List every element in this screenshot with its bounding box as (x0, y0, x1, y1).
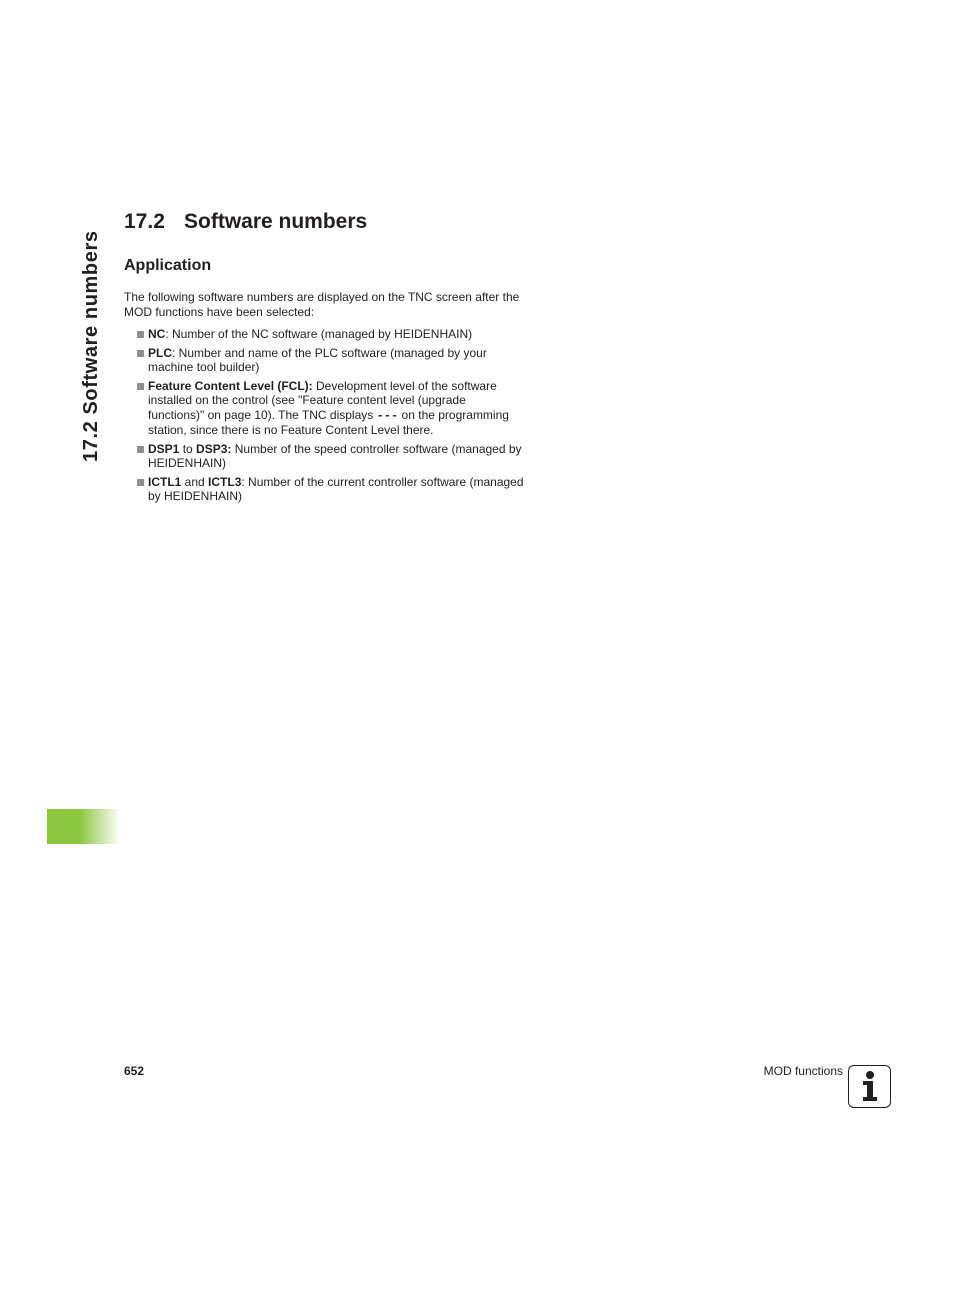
item-term: DSP1 (148, 441, 180, 456)
page-content (124, 207, 524, 508)
item-text-after: on the programming station, since there is no Feature Content Level there. (148, 407, 509, 437)
list-item (124, 327, 524, 342)
square-bullet-icon (137, 479, 144, 486)
chapter-tab-marker (47, 809, 120, 844)
square-bullet-icon (137, 331, 144, 338)
item-text: Number of the speed controller software (managed by HEIDENHAIN) (148, 441, 522, 470)
item-connector: and (181, 474, 209, 489)
item-text: : Number of the current controller software (managed by HEIDENHAIN) (148, 474, 524, 503)
item-term-2: ICTL3 (208, 474, 242, 489)
list-item (124, 475, 524, 504)
list-item (124, 442, 524, 471)
item-code: --- (376, 408, 399, 423)
software-number-list (124, 327, 524, 504)
list-item (124, 346, 524, 375)
item-text: : Number of the NC software (managed by HEIDENHAIN) (165, 327, 473, 341)
list-item (124, 379, 524, 438)
side-tab-title: 17.2 Software numbers (80, 230, 102, 462)
square-bullet-icon (137, 350, 144, 357)
item-term: ICTL1 (148, 474, 182, 489)
section-title: Software numbers (184, 210, 368, 233)
intro-paragraph: The following software numbers are displayed on the TNC screen after the MOD functions have been selected: (124, 290, 520, 319)
square-bullet-icon (137, 446, 144, 453)
item-term: PLC (148, 345, 172, 360)
item-connector: to (179, 441, 197, 456)
info-icon (848, 1065, 891, 1108)
item-term-2: DSP3: (196, 441, 232, 456)
item-term: NC (148, 327, 166, 341)
section-number: 17.2 (124, 210, 165, 233)
item-text: Development level of the software installed on the control (see "Feature content level (upgrade functions)" on page 10). The TNC displays (148, 378, 497, 422)
page-number: 652 (124, 1064, 145, 1078)
item-text: : Number and name of the PLC software (managed by your machine tool builder) (148, 345, 487, 374)
subsection-heading: Application (124, 257, 212, 274)
square-bullet-icon (137, 383, 144, 390)
footer-chapter-label: MOD functions (763, 1064, 843, 1078)
item-term: Feature Content Level (FCL): (148, 378, 313, 393)
section-heading (124, 207, 524, 237)
